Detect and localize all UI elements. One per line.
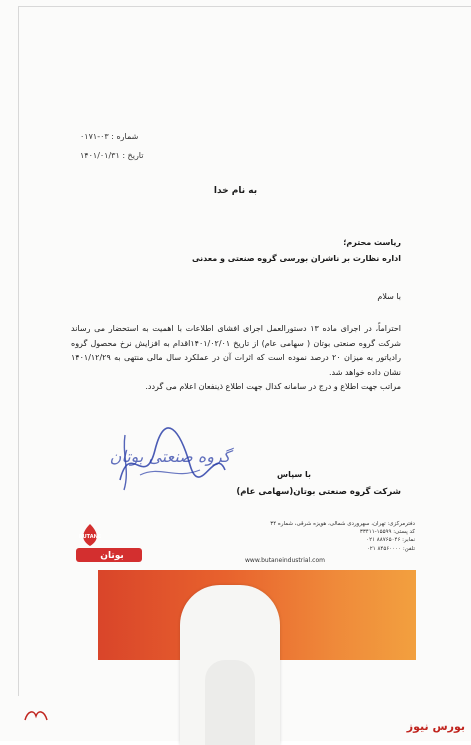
body-paragraph: احتراماً، در اجرای ماده ۱۳ دستورالعمل اجرای افشای اطلاعات با اهمیت به استحضار می رساند شرکت گروه صنعتی بوتان ( سهامی عام) از تاریخ ۱۴۰۱/۰۲/۰۱اقدام به افزایش نرخ محصول گروه رادیاتور به میزان ۲۰ درصد نموده است که اثرات آن در عملکرد سال مالی منتهی به ۱۴۰۱/۱۲/۲۹ نشان داده خواهد شد. xyxy=(71,324,401,377)
footer-phone: تلفن: ۸۴۵۶۰۰۰۰ ۰۲۱ xyxy=(366,545,415,552)
signature-company: شرکت گروه صنعتی بوتان(سهامی عام) xyxy=(236,487,401,497)
date-label: تاریخ : xyxy=(122,151,144,160)
footer-address: دفترمرکزی: تهران، سهروردی شمالی، هویزه شرقی، شماره ۳۴ xyxy=(270,521,415,527)
number-label: شماره : xyxy=(111,132,139,141)
number-value: ۰۳-۰۱۷۱ xyxy=(80,132,109,141)
footer-fax: نمابر: ۸۸۷۶۵۰۴۶ ۰۲۱ xyxy=(366,537,415,544)
bismillah: به نام خدا xyxy=(213,186,258,196)
letter-number xyxy=(80,132,138,141)
body-paragraph: مراتب جهت اطلاع و درج در سامانه کدال جهت اطلاع ذینفعان اعلام می گردد. xyxy=(145,382,401,392)
footer-address-block xyxy=(245,520,415,553)
letter-date xyxy=(80,151,143,160)
recipient-title: ریاست محترم؛ xyxy=(343,238,401,247)
paper-fold-inner xyxy=(205,660,255,745)
logo-fa: بوتان xyxy=(100,551,124,561)
company-stamp xyxy=(100,420,240,500)
greeting: با سلام xyxy=(377,292,401,301)
watermark-logo-icon xyxy=(22,706,50,724)
recipient-department: اداره نظارت بر ناشران بورسی گروه صنعتی و معدنی xyxy=(192,254,401,263)
date-value: ۱۴۰۱/۰۱/۳۱ xyxy=(80,151,120,160)
footer-website[interactable]: www.butaneindustrial.com xyxy=(245,557,325,564)
logo-en: BUTANE xyxy=(78,534,102,540)
left-border xyxy=(18,6,19,696)
footer-postal: کد پستی: ۱۵۵۹۹-۳۳۴۱۱ xyxy=(359,529,415,536)
butane-logo xyxy=(72,520,144,566)
closing: با سپاس xyxy=(277,470,311,479)
watermark: بورس نیوز xyxy=(406,720,465,733)
top-border xyxy=(18,6,471,7)
letter-body xyxy=(71,322,401,395)
stamp-text: گروه صنعتی بوتان xyxy=(109,447,231,466)
